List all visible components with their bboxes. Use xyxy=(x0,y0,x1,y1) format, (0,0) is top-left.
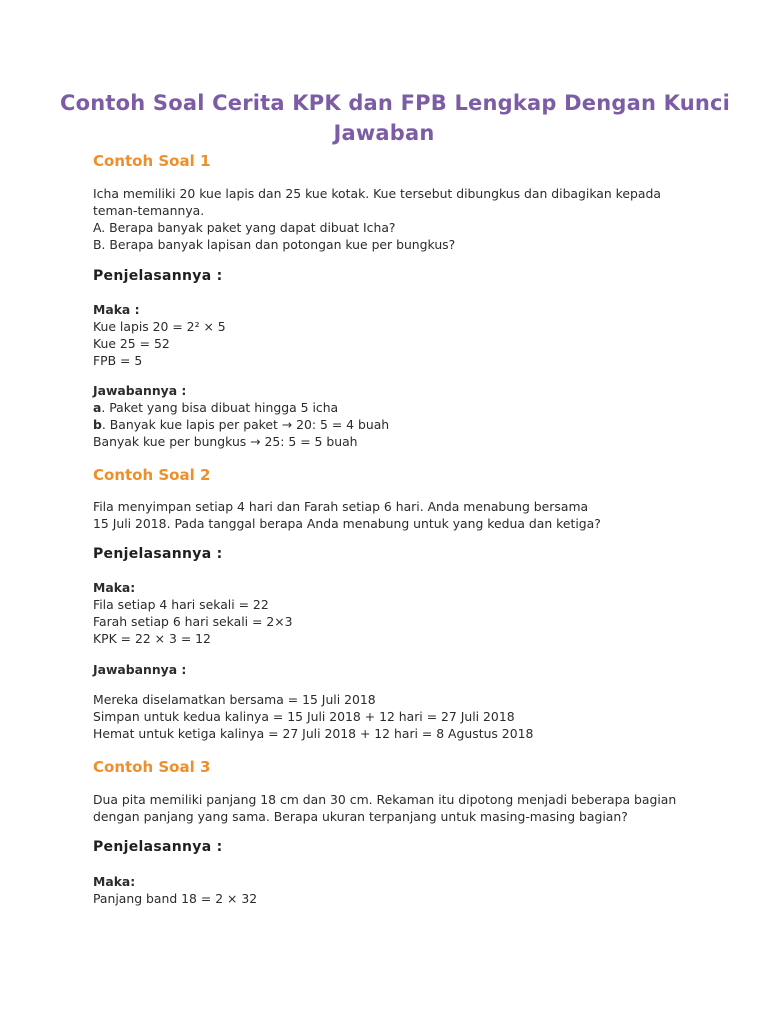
section-2-answer xyxy=(93,691,533,742)
answer-b-mark: b xyxy=(93,417,102,432)
maka-line: FPB = 5 xyxy=(93,353,143,368)
section-1-heading: Contoh Soal 1 xyxy=(93,152,211,170)
answer-line: Mereka diselamatkan bersama = 15 Juli 2018 xyxy=(93,692,376,707)
maka-line: Kue lapis 20 = 2² × 5 xyxy=(93,319,226,334)
answer-a-text: . Paket yang bisa dibuat hingga 5 icha xyxy=(101,400,339,415)
maka-label: Maka: xyxy=(93,580,136,595)
section-3-explanation-heading: Penjelasannya : xyxy=(93,839,223,855)
maka-line: Kue 25 = 52 xyxy=(93,336,170,351)
answer-line-a xyxy=(93,399,389,416)
section-2-maka xyxy=(93,579,293,647)
answer-line-c: Banyak kue per bungkus → 25: 5 = 5 buah xyxy=(93,434,358,449)
maka-label: Maka : xyxy=(93,302,140,317)
answer-line-b xyxy=(93,416,389,433)
question-line: A. Berapa banyak paket yang dapat dibuat Icha? xyxy=(93,220,396,235)
section-2-explanation-heading: Penjelasannya : xyxy=(93,546,223,562)
answer-a-mark: a xyxy=(93,400,102,415)
section-1-maka xyxy=(93,301,226,369)
question-line: B. Berapa banyak lapisan dan potongan kue per bungkus? xyxy=(93,237,456,252)
title-line-2: Jawaban xyxy=(333,121,435,145)
maka-line: Panjang band 18 = 2 × 32 xyxy=(93,891,258,906)
question-line: teman-temannya. xyxy=(93,203,205,218)
maka-label: Maka: xyxy=(93,874,136,889)
question-line: Dua pita memiliki panjang 18 cm dan 30 cm. Rekaman itu dipotong menjadi beberapa bagian xyxy=(93,792,677,807)
section-1-answer xyxy=(93,382,389,450)
answer-line: Hemat untuk ketiga kalinya = 27 Juli 2018 + 12 hari = 8 Agustus 2018 xyxy=(93,726,534,741)
section-2-answer-label-wrap xyxy=(93,661,186,678)
answer-label: Jawabannya : xyxy=(93,383,187,398)
maka-line: Fila setiap 4 hari sekali = 22 xyxy=(93,597,269,612)
page-title xyxy=(60,88,731,148)
maka-line: Farah setiap 6 hari sekali = 2×3 xyxy=(93,614,293,629)
section-2-question xyxy=(93,498,601,532)
section-1-explanation-heading: Penjelasannya : xyxy=(93,268,223,284)
question-line: dengan panjang yang sama. Berapa ukuran terpanjang untuk masing-masing bagian? xyxy=(93,809,628,824)
section-1-question xyxy=(93,185,661,253)
maka-line: KPK = 22 × 3 = 12 xyxy=(93,631,211,646)
section-3-maka xyxy=(93,873,257,907)
question-line: Fila menyimpan setiap 4 hari dan Farah setiap 6 hari. Anda menabung bersama xyxy=(93,499,589,514)
question-line: 15 Juli 2018. Pada tanggal berapa Anda menabung untuk yang kedua dan ketiga? xyxy=(93,516,601,531)
section-3-question xyxy=(93,791,676,825)
section-2-heading: Contoh Soal 2 xyxy=(93,466,211,484)
title-line-1: Contoh Soal Cerita KPK dan FPB Lengkap Dengan Kunci xyxy=(60,91,731,115)
answer-label: Jawabannya : xyxy=(93,662,187,677)
question-line: Icha memiliki 20 kue lapis dan 25 kue kotak. Kue tersebut dibungkus dan dibagikan kepada xyxy=(93,186,661,201)
section-3-heading: Contoh Soal 3 xyxy=(93,758,211,776)
answer-b-text: . Banyak kue lapis per paket → 20: 5 = 4 buah xyxy=(101,417,390,432)
answer-line: Simpan untuk kedua kalinya = 15 Juli 2018 + 12 hari = 27 Juli 2018 xyxy=(93,709,515,724)
